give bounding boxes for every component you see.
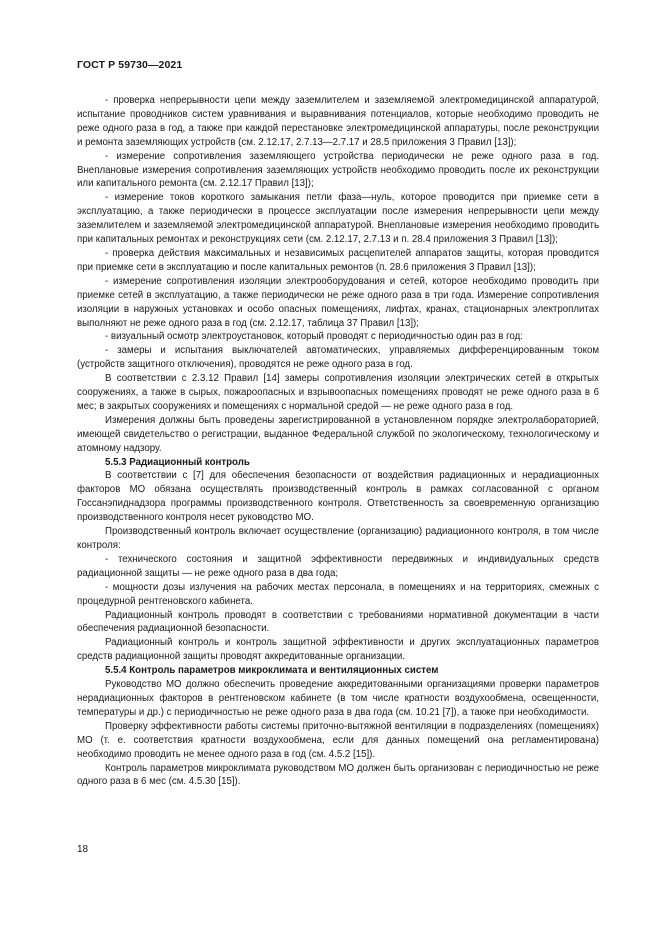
paragraph: Руководство МО должно обеспечить проведение аккредитованными организациями проверки параметров нерадиационных факторов в рентгеновском кабинете (в том числе кратности воздухообмена, освещенности, температуры и др.) с периодичностью не реже одного раза в два года (см. 10.21 [7]), а также при необходимости. (77, 679, 599, 718)
list-item-release-check: - проверка действия максимальных и независимых расцепителей аппаратов защиты, которая проводится при приемке сети в эксплуатацию и после капитальных ремонтов (п. 28.6 приложения 3 Правил [13]); (77, 247, 599, 273)
paragraph: Контроль параметров микроклимата руководством МО должен быть организован с периодичностью не реже одного раза в 6 мес (см. 4.5.30 [15]). (77, 762, 599, 788)
section-heading-5-5-4: 5.5.4 Контроль параметров микроклимата и вентиляционных систем (105, 665, 439, 677)
paragraph: Проверку эффективности работы системы приточно-вытяжной вентиляции в подразделениях (помещениях) МО (т. е. соответствия кратности воздухообмена, если для данных помещений она регламентирована) необходимо проводить не менее одного раза в год (см. 4.5.2 [15]). (77, 720, 599, 760)
list-item: - мощности дозы излучения на рабочих местах персонала, в помещениях и на территориях, смежных с процедурной рентгеновского кабинета. (77, 581, 599, 607)
page-number: 18 (77, 844, 89, 855)
list-item-visual-inspection: - визуальный осмотр электроустановок, который проводят с периодичностью один раз в год: (105, 331, 523, 343)
list-item-rcd-testing: - замеры и испытания выключателей автоматических, управляемых дифференцированным током (устройств защитного отключения), проводятся не реже одного раза в год. (77, 345, 599, 371)
list-item-insulation-resistance: - измерение сопротивления изоляции электрооборудования и сетей, которое необходимо проводить при приемке сетей в эксплуатацию, а также периодически не реже одного раза в три года. Измерение сопротивления изоляции в наружных установках и особо опасных помещениях, лифтах, кранах, стационарных электроплитах выполняют не реже одного раза в год (см. 2.12.17, таблица 37 Правил [13]); (77, 275, 599, 329)
document-header: ГОСТ Р 59730—2021 (77, 59, 183, 71)
paragraph: В соответствии с 2.3.12 Правил [14] замеры сопротивления изоляции электрических сетей в открытых сооружениях, а также в сырых, пожароопасных и взрывоопасных помещениях проводят не реже одного раза в 6 мес; в закрытых сооружениях и помещениях с нормальной средой — не реже одного раза в год. (77, 373, 599, 412)
list-item-grounding-resistance: - измерение сопротивления заземляющего устройства периодически не реже одного раза в год. Внеплановые измерения сопротивления заземляющих устройств необходимо проводить после их реконструкции или капитального ремонта (см. 2.12.17 Правил [13]); (77, 150, 599, 190)
paragraph: В соответствии с [7] для обеспечения безопасности от воздействия радиационных и нерадиационных факторов МО обязана осуществлять производственный контроль в рамках согласованной с органом Госсанэпиднадзора программы производственного контроля. Ответственность за своевременную организацию производственного контроля несет руководство МО. (77, 470, 599, 524)
list-item-continuity-check: - проверка непрерывности цепи между заземлителем и заземляемой электромедицинской аппаратурой, испытание проводников систем уравнивания и выравнивания потенциалов, которые необходимо проводить не реже одного раза в год, а также при каждой перестановке электромедицинской аппаратуры, после реконструкции и ремонта заземляющих устройств (см. 2.12.17, 2.7.13—2.7.17 и 28.5 приложения 3 Правил [13]); (77, 95, 599, 148)
paragraph: Радиационный контроль проводят в соответствии с требованиями нормативной документации в части обеспечения радиационной безопасности. (77, 609, 599, 635)
document-body (77, 94, 599, 789)
section-heading-5-5-3: 5.5.3 Радиационный контроль (105, 456, 250, 468)
list-item: - технического состояния и защитной эффективности передвижных и индивидуальных средств радиационной защиты — не реже одного раза в два года; (77, 553, 599, 579)
list-item-short-circuit-current: - измерение токов короткого замыкания петли фаза—нуль, которое проводится при приемке сети в эксплуатацию, а также периодически в процессе эксплуатации после измерения непрерывности цепи между заземлителем и заземляемой электромедицинской аппаратурой. Внеплановые измерения необходимо проводить при капитальных ремонтах и реконструкциях сети (см. 2.12.17, 2.7.13 и п. 28.4 приложения 3 Правил [13]); (77, 192, 599, 246)
paragraph: Радиационный контроль и контроль защитной эффективности и других эксплуатационных параметров средств радиационной защиты проводят аккредитованные организации. (77, 637, 599, 663)
paragraph: Измерения должны быть проведены зарегистрированной в установленном порядке электролабораторией, имеющей свидетельство о регистрации, выданное Федеральной службой по экологическому, технологическому и атомному надзору. (77, 414, 599, 454)
paragraph: Производственный контроль включает осуществление (организацию) радиационного контроля, в том числе контроля: (77, 526, 599, 551)
